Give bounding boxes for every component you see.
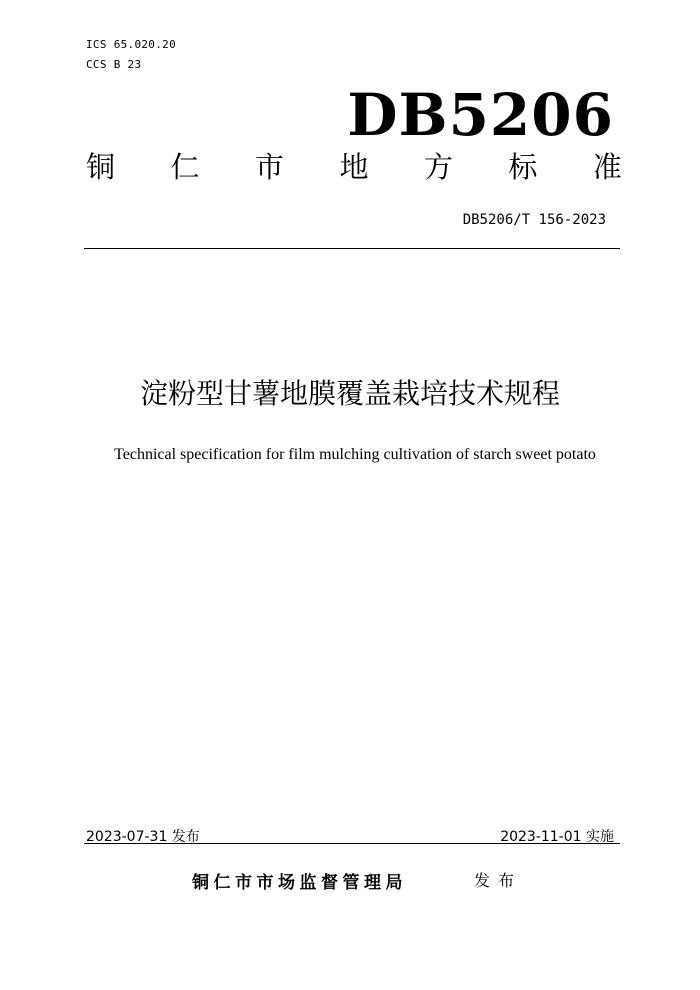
- bottom-divider: [84, 843, 620, 844]
- publish-date: 2023-07-31 发布: [86, 829, 200, 845]
- standard-type: [86, 150, 622, 184]
- title-english: Technical specification for film mulching cultivation of starch sweet potato: [114, 446, 596, 463]
- top-divider: [84, 248, 620, 249]
- ics-code: ICS 65.020.20: [86, 38, 176, 51]
- standard-number: DB5206/T 156-2023: [462, 212, 606, 228]
- standard-type-char: 地: [339, 150, 369, 184]
- standard-type-char: 仁: [170, 150, 200, 184]
- issuing-authority: 铜仁市市场监督管理局: [192, 873, 407, 893]
- implement-date: 2023-11-01 实施: [500, 829, 614, 845]
- standard-type-char: 标: [508, 150, 538, 184]
- standard-logo: DB5206: [347, 81, 614, 149]
- standard-type-char: 准: [592, 150, 622, 184]
- title-chinese: 淀粉型甘薯地膜覆盖栽培技术规程: [139, 377, 560, 410]
- standard-type-char: 方: [423, 150, 453, 184]
- ccs-code: CCS B 23: [86, 58, 142, 71]
- standard-type-char: 铜: [86, 150, 116, 184]
- standard-type-char: 市: [254, 150, 284, 184]
- issue-label: 发布: [474, 871, 523, 890]
